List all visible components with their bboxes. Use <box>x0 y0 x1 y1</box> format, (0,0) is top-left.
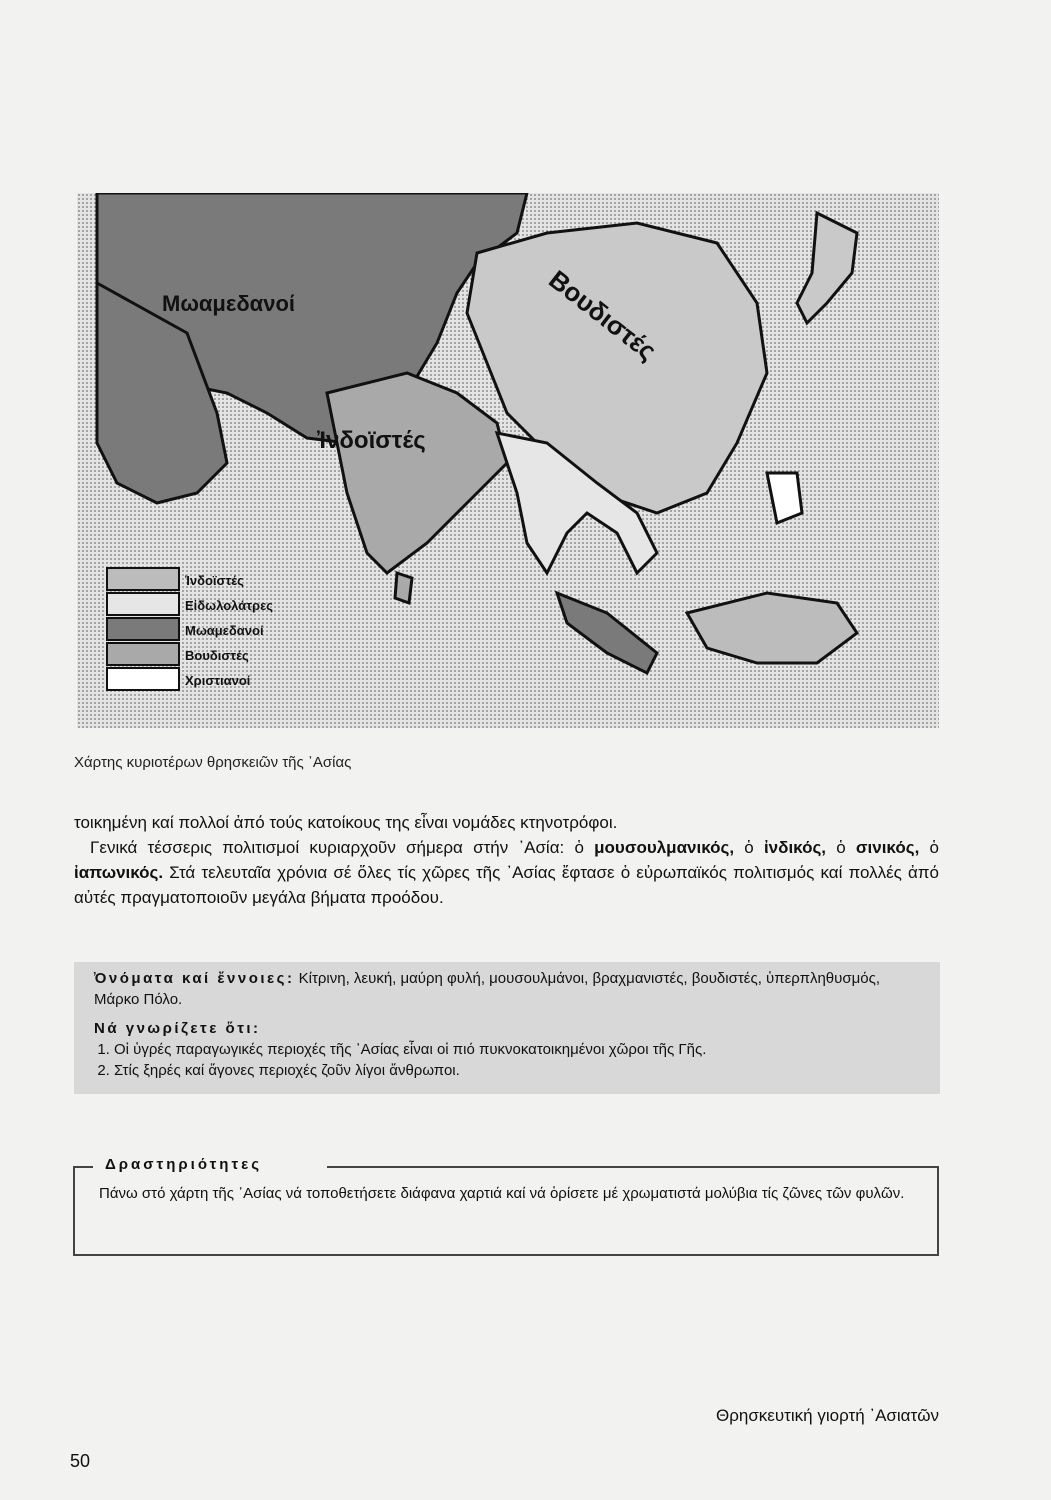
know-label: Νά γνωρίζετε ὅτι: <box>94 1020 261 1037</box>
activity-title: Δραστηριότητες <box>101 1156 266 1173</box>
body-text-segment: ὁ <box>826 838 856 857</box>
know-item: 1. Οἱ ὑγρές παραγωγικές περιοχές τῆς ᾿Ασίας εἶναι οἱ πιό πυκνοκατοικημένοι χῶροι τῆς Γῆς. <box>114 1039 926 1060</box>
map-label-buddhists: Βουδιστές <box>543 264 663 367</box>
legend-label-buddhists: Βουδιστές <box>185 648 249 663</box>
map-caption: Χάρτης κυριοτέρων θρησκειῶν τῆς ᾿Ασίας <box>74 754 352 771</box>
legend-label-hindus: Ἰνδοϊστές <box>185 573 244 588</box>
legend-swatch-hindus <box>107 568 179 590</box>
legend-swatch-buddhists <box>107 643 179 665</box>
legend-label-muslims: Μωαμεδανοί <box>185 623 264 638</box>
body-text-segment: ὁ <box>734 838 764 857</box>
religions-map <box>77 193 939 728</box>
activity-text: Πάνω στό χάρτη τῆς ᾿Ασίας νά τοποθετήσετε διάφανα χαρτιά καί νά ὁρίσετε μέ χρωματιστά μολύβια τίς ζῶνες τῶν φυλῶν. <box>99 1185 905 1202</box>
body-paragraph-2 <box>74 835 939 910</box>
box-border <box>75 1166 93 1168</box>
body-text <box>74 810 939 910</box>
legend-swatch-christians <box>107 668 179 690</box>
names-concepts <box>94 968 926 1010</box>
legend-label-idolaters: Εἰδωλολάτρες <box>185 598 273 613</box>
term-muslim: μουσουλμανικός, <box>594 838 735 857</box>
legend-swatch-idolaters <box>107 593 179 615</box>
legend-swatch-muslims <box>107 618 179 640</box>
notes-box <box>74 962 940 1094</box>
names-label: Ὀνόματα καί ἔννοιες: <box>94 970 295 987</box>
sri-lanka-island <box>395 573 412 603</box>
map-illustration <box>77 193 939 728</box>
box-border <box>327 1166 937 1168</box>
map-label-muslims: Μωαμεδανοί <box>162 291 295 316</box>
term-japanese: ἰαπωνικός. <box>74 863 164 882</box>
body-text-segment: Γενικά τέσσερις πολιτισμοί κυριαρχοῦν σήμερα στήν ᾿Ασία: ὁ <box>90 838 595 857</box>
body-text-segment: ὁ <box>919 838 939 857</box>
term-indian: ἰνδικός, <box>763 838 827 857</box>
map-label-hindus: Ἰνδοϊστές <box>317 427 426 454</box>
body-line-1: τοικημένη καί πολλοί ἀπό τούς κατοίκους της εἶναι νομάδες κτηνοτρόφοι. <box>74 813 618 832</box>
footer-title: Θρησκευτική γιορτή ᾿Ασιατῶν <box>715 1406 939 1425</box>
know-list <box>94 1039 926 1081</box>
know-item: 2. Στίς ξηρές καί ἄγονες περιοχές ζοῦν λίγοι ἄνθρωποι. <box>114 1060 926 1081</box>
page-number: 50 <box>70 1451 91 1471</box>
term-chinese: σινικός, <box>855 838 920 857</box>
names-text: Κίτρινη, λευκή, μαύρη φυλή, μουσουλμάνοι, βραχμανιστές, βουδιστές, ὑπερπληθυσμός, Μάρκο Πόλο. <box>94 970 880 1008</box>
legend-label-christians: Χριστιανοί <box>185 673 251 688</box>
body-text-segment: Στά τελευταῖα χρόνια σέ ὅλες τίς χῶρες τῆς ᾿Ασίας ἔφτασε ὁ εὐρωπαϊκός πολιτισμός καί πολλές ἀπό αὐτές πραγματοποιοῦν μεγάλα βήματα προόδου. <box>74 863 939 907</box>
activity-box <box>73 1156 939 1256</box>
